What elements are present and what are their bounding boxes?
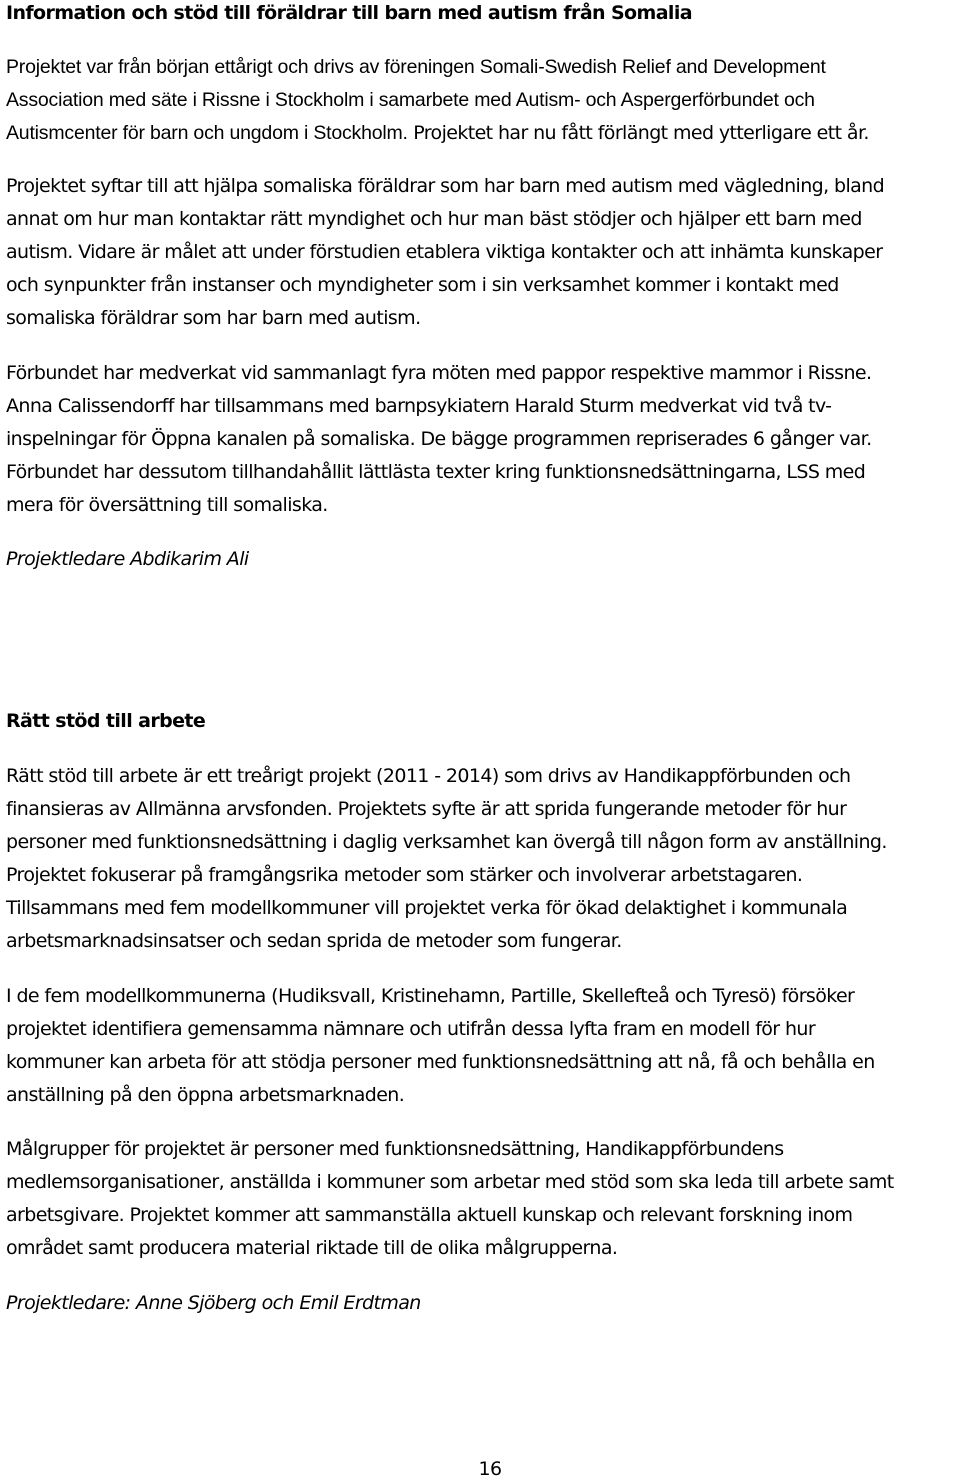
text-span: Autismcenter för barn och ungdom i Stockholm. (6, 122, 408, 144)
text-line: autism. Vidare är målet att under förstudien etablera viktiga kontakter och att inhämta kunskaper (6, 241, 883, 263)
project-leader: Projektledare Abdikarim Ali (6, 548, 249, 570)
text-line: anställning på den öppna arbetsmarknaden. (6, 1084, 405, 1106)
text-line: Tillsammans med fem modellkommuner vill projektet verka för ökad delaktighet i kommunala (6, 897, 848, 919)
text-line: arbetsmarknadsinsatser och sedan sprida de metoder som fungerar. (6, 930, 622, 952)
text-line: Rätt stöd till arbete är ett treårigt projekt (2011 - 2014) som drivs av Handikappförbunden och (6, 765, 851, 787)
text-line: mera för översättning till somaliska. (6, 494, 328, 516)
text-line: Projektet syftar till att hjälpa somaliska föräldrar som har barn med autism med vägledning, bland (6, 175, 885, 197)
section-heading-somalia: Information och stöd till föräldrar till barn med autism från Somalia (6, 2, 692, 24)
text-line: Förbundet har medverkat vid sammanlagt fyra möten med pappor respektive mammor i Rissne. (6, 362, 872, 384)
text-line: inspelningar för Öppna kanalen på somaliska. De bägge programmen repriserades 6 gånger var. (6, 428, 872, 450)
project-leader: Projektledare: Anne Sjöberg och Emil Erdtman (6, 1292, 421, 1314)
text-line: Förbundet har dessutom tillhandahållit lättlästa texter kring funktionsnedsättningarna, LSS med (6, 461, 866, 483)
text-line: arbetsgivare. Projektet kommer att sammanställa aktuell kunskap och relevant forskning inom (6, 1204, 853, 1226)
text-line: annat om hur man kontaktar rätt myndighet och hur man bäst stödjer och hjälper ett barn med (6, 208, 862, 230)
text-line: Anna Calissendorff har tillsammans med barnpsykiatern Harald Sturm medverkat vid två tv- (6, 395, 832, 417)
text-span: Projektet har nu fått förlängt med ytterligare ett år. (413, 122, 869, 144)
text-line: Association med säte i Rissne i Stockholm i samarbete med Autism- och Aspergerförbundet och (6, 89, 815, 111)
text-line (6, 121, 869, 145)
text-line: Projektet fokuserar på framgångsrika metoder som stärker och involverar arbetstagaren. (6, 864, 803, 886)
text-line: området samt producera material riktade till de olika målgrupperna. (6, 1237, 618, 1259)
text-line: medlemsorganisationer, anställda i kommuner som arbetar med stöd som ska leda till arbete samt (6, 1171, 894, 1193)
text-line: projektet identifiera gemensamma nämnare och utifrån dessa lyfta fram en modell för hur (6, 1018, 816, 1040)
page-number: 16 (478, 1458, 502, 1480)
text-line: somaliska föräldrar som har barn med autism. (6, 307, 421, 329)
text-line: Målgrupper för projektet är personer med funktionsnedsättning, Handikappförbundens (6, 1138, 784, 1160)
text-line: finansieras av Allmänna arvsfonden. Projektets syfte är att sprida fungerande metoder för hur (6, 798, 847, 820)
text-line: personer med funktionsnedsättning i daglig verksamhet kan övergå till någon form av anställning. (6, 831, 887, 853)
text-line: kommuner kan arbeta för att stödja personer med funktionsnedsättning att nå, få och behålla en (6, 1051, 875, 1073)
text-line: och synpunkter från instanser och myndigheter som i sin verksamhet kommer i kontakt med (6, 274, 839, 296)
text-line: Projektet var från början ettårigt och drivs av föreningen Somali-Swedish Relief and Development (6, 56, 826, 78)
text-line: I de fem modellkommunerna (Hudiksvall, Kristinehamn, Partille, Skellefteå och Tyresö) försöker (6, 985, 855, 1007)
section-heading-ratt-stod: Rätt stöd till arbete (6, 710, 206, 732)
